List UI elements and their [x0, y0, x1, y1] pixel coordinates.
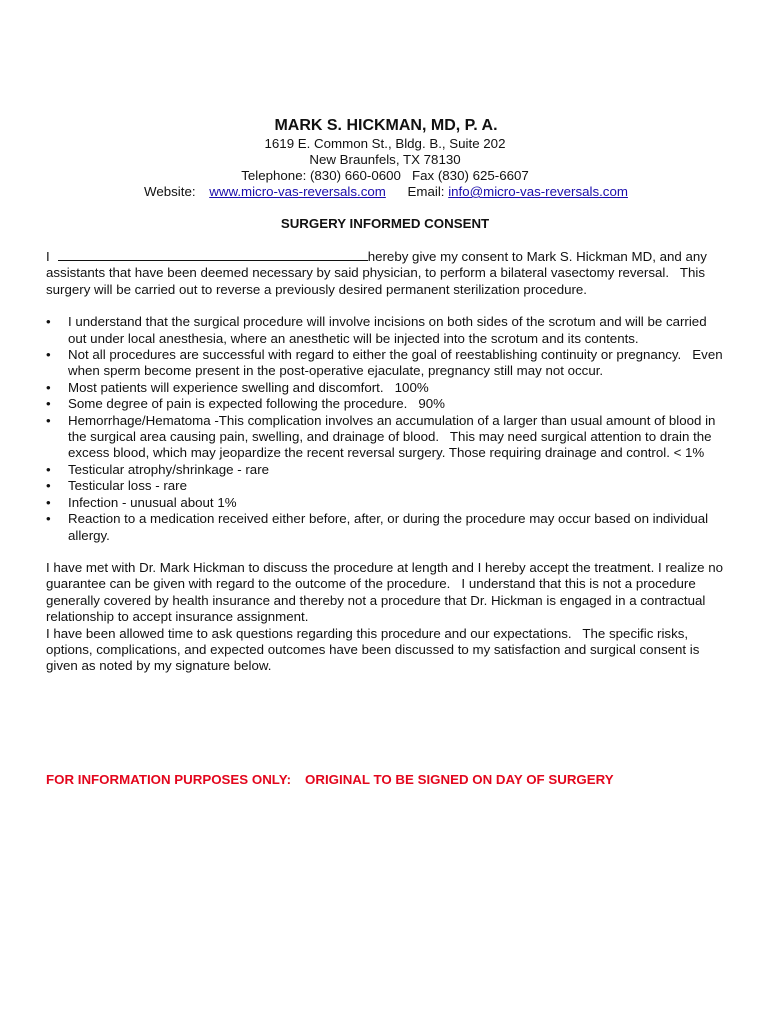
- consent-statement: [46, 249, 728, 298]
- information-notice: [46, 772, 614, 788]
- bullet-icon: •: [46, 347, 51, 363]
- list-item: [46, 380, 728, 396]
- bullet-icon: •: [46, 412, 51, 428]
- phone-fax-line: Telephone: (830) 660-0600 Fax (830) 625-6607: [241, 168, 529, 183]
- list-item-text: Hemorrhage/Hematoma -This complication involves an accumulation of a larger than usual amount of blood in the surgical area causing pain, swelling, and drainage of blood. This may need surgical attention to drain the excess blood, which may jeopardize the recent reversal surgery. Those requiring drainage and control. < 1%: [68, 412, 720, 461]
- name-blank-line[interactable]: [58, 249, 368, 261]
- email-link[interactable]: info@micro-vas-reversals.com: [448, 184, 628, 199]
- email-label: Email:: [407, 184, 445, 199]
- bullet-icon: •: [46, 379, 51, 395]
- list-item: [46, 347, 728, 380]
- website-label: Website:: [144, 184, 196, 199]
- list-item-text: Not all procedures are successful with regard to either the goal of reestablishing continuity or pregnancy. Even when sperm become present in the post-operative ejaculate, pregnancy still may not occur.: [68, 347, 727, 379]
- address-line-2: New Braunfels, TX 78130: [309, 152, 461, 167]
- list-item-text: Infection - unusual about 1%: [68, 494, 237, 510]
- consent-text: hereby give my consent to Mark S. Hickman MD, and any assistants that have been deemed necessary by said physician, to perform a bilateral vasectomy reversal. This surgery will be carried out to reverse a previously desired permanent sterilization procedure.: [46, 249, 711, 297]
- list-item-text: Testicular loss - rare: [68, 478, 187, 494]
- document-body: [46, 249, 728, 675]
- questions-paragraph: I have been allowed time to ask questions regarding this procedure and our expectations. The specific risks, options, complications, and expected outcomes have been discussed to my satisfaction and surgical consent is given as noted by my signature below.: [46, 625, 704, 674]
- address-line-1: 1619 E. Common St., Bldg. B., Suite 202: [264, 136, 506, 151]
- list-item: [46, 478, 728, 494]
- list-item: [46, 314, 728, 347]
- bullet-icon: •: [46, 461, 51, 477]
- notice-right: ORIGINAL TO BE SIGNED ON DAY OF SURGERY: [305, 772, 614, 787]
- list-item-text: Most patients will experience swelling and discomfort. 100%: [68, 379, 429, 395]
- list-item: [46, 511, 728, 544]
- consent-prefix: I: [46, 249, 50, 264]
- list-item: [46, 462, 728, 478]
- list-item-text: I understand that the surgical procedure will involve incisions on both sides of the scrotum and will be carried out under local anesthesia, where an anesthetic will be injected into the scrotum and its contents.: [68, 314, 707, 346]
- website-link[interactable]: www.micro-vas-reversals.com: [209, 184, 386, 199]
- bullet-icon: •: [46, 494, 51, 510]
- bullet-icon: •: [46, 396, 51, 412]
- list-item-text: Some degree of pain is expected following the procedure. 90%: [68, 396, 445, 412]
- list-item-text: Reaction to a medication received either before, after, or during the procedure may occur based on individual allergy.: [68, 511, 709, 543]
- bullet-icon: •: [46, 511, 51, 527]
- list-item: [46, 413, 728, 462]
- acknowledgement-paragraph: I have met with Dr. Mark Hickman to discuss the procedure at length and I hereby accept the treatment. I realize no guarantee can be given with regard to the outcome of the procedure. I understand that this is not a procedure generally covered by health insurance and thereby not a procedure that Dr. Hickman is engaged in a contractual relationship to accept insurance assignment.: [46, 559, 727, 625]
- document-title: SURGERY INFORMED CONSENT: [280, 216, 490, 231]
- list-item: [46, 396, 728, 412]
- web-email-line: [2, 184, 770, 200]
- practice-name: MARK S. HICKMAN, MD, P. A.: [274, 117, 498, 134]
- bullet-icon: •: [46, 314, 51, 330]
- notice-left: FOR INFORMATION PURPOSES ONLY:: [46, 772, 292, 787]
- letterhead: [0, 116, 770, 200]
- risk-list: [46, 314, 728, 544]
- list-item-text: Testicular atrophy/shrinkage - rare: [68, 461, 270, 477]
- bullet-icon: •: [46, 478, 51, 494]
- list-item: [46, 495, 728, 511]
